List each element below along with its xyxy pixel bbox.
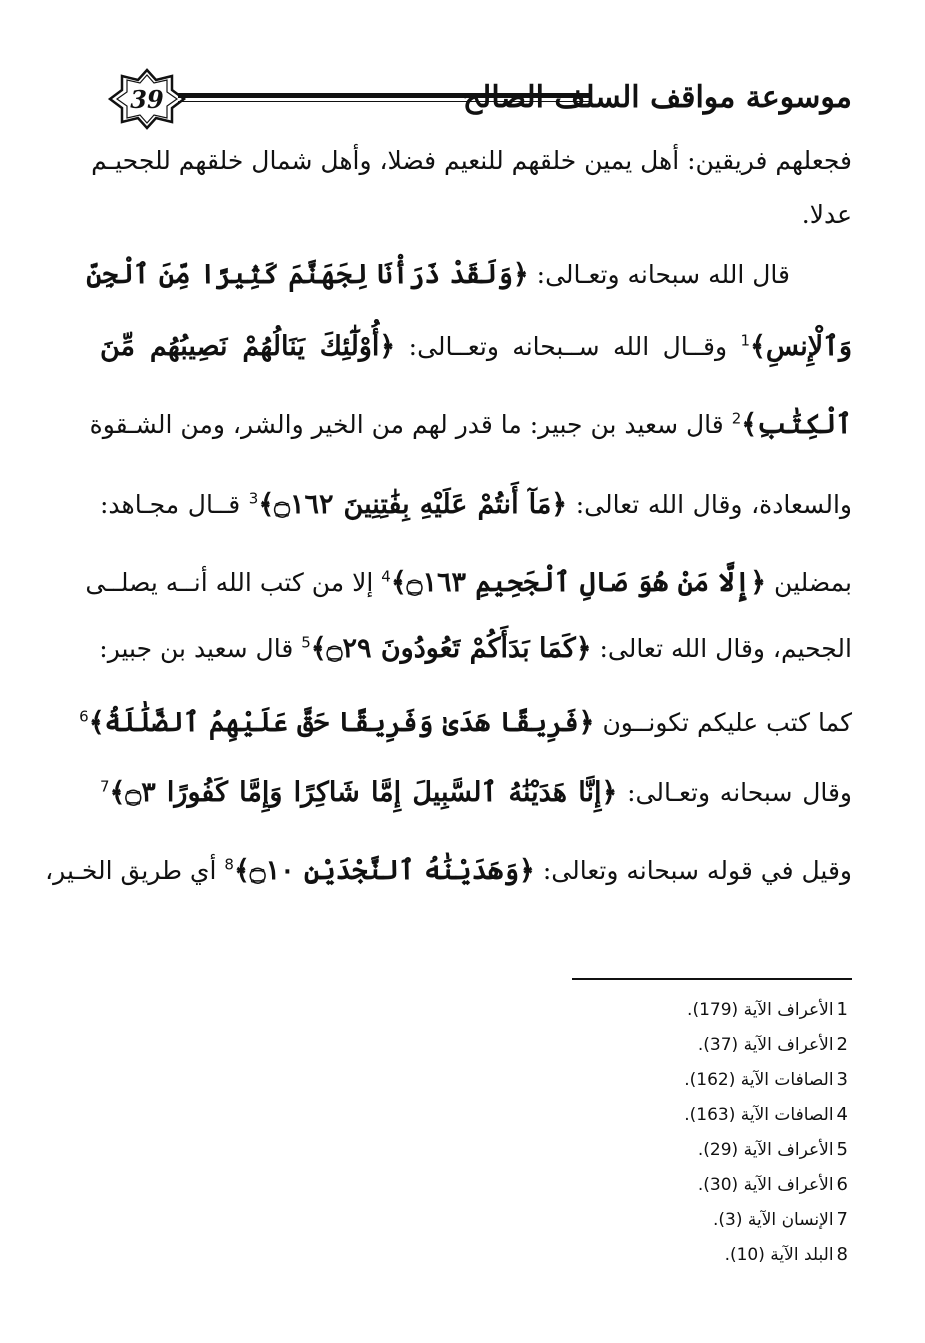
footnote-item: 2الأعراف الآية (37). [697, 1034, 848, 1055]
footnote-item: 3الصافات الآية (162). [684, 1069, 848, 1090]
footnote-ref[interactable]: 7 [100, 777, 110, 796]
footnote-ref[interactable]: 1 [740, 331, 750, 350]
text-line-2: عدلا. [801, 200, 852, 229]
text-line-4: وَٱلْإِنسِ﴾$^1$ وقــال الله ســبحانه وتعــالى: ﴿أُوْلَٰٓئِكَ يَنَالُهُمْ نَصِيبُهُم مِّنَ [100, 331, 853, 362]
text-line-3: قال الله سبحانه وتعـالى: ﴿وَلَقَدْ ذَرَأْنَا لِجَهَنَّمَ كَثِيرًا مِّنَ ٱلْجِنِّ [86, 259, 790, 290]
quran-verse: ٱلْكِتَٰبِ﴾ [741, 409, 852, 440]
footnote-ref[interactable]: 5 [301, 633, 311, 652]
footnote-ref[interactable]: 8 [224, 855, 234, 874]
page-header [0, 0, 925, 140]
footnote-ref[interactable]: 2 [731, 409, 742, 428]
quran-verse: ﴿مَآ أَنتُمْ عَلَيْهِ بِفَٰتِنِينَ ۝١٦٢﴾ [258, 489, 568, 520]
footnote-item: 6الأعراف الآية (30). [697, 1174, 848, 1195]
text-line-9: كما كتب عليكم تكونــون ﴿فَرِيقًا هَدَىٰ وَفَرِيقًا حَقَّ عَلَيْهِمُ ٱلضَّلَٰلَةُ﴾$^6$ [79, 707, 852, 738]
page-number: 39 [130, 85, 164, 114]
footnote-item: 7الإنسان الآية (3). [712, 1209, 848, 1230]
text-line-8: الجحيم، وقال الله تعالى: ﴿كَمَا بَدَأَكُمْ تَعُودُونَ ۝٢٩﴾$^5$ قال سعيد بن جبير: [99, 633, 852, 664]
footnote-ref[interactable]: 3 [248, 489, 259, 508]
quran-verse: ﴿وَلَقَدْ ذَرَأْنَا لِجَهَنَّمَ كَثِيرًا مِّنَ ٱلْجِنِّ [86, 259, 529, 290]
text-line-7: بمضلين ﴿إِلَّا مَنْ هُوَ صَالِ ٱلْجَحِيمِ ۝١٦٣﴾$^4$ إلا من كتب الله أنــه يصلــى [85, 567, 852, 598]
footnotes [560, 992, 848, 1272]
quran-verse: ﴿فَرِيقًا هَدَىٰ وَفَرِيقًا حَقَّ عَلَيْهِمُ ٱلضَّلَٰلَةُ﴾ [88, 707, 595, 738]
footnote-ref[interactable]: 4 [381, 567, 391, 586]
footnote-ref[interactable]: 6 [79, 707, 89, 726]
quran-verse: ﴿إِنَّا هَدَيْنَٰهُ ٱلسَّبِيلَ إِمَّا شَاكِرًا وَإِمَّا كَفُورًا ۝٣﴾ [109, 777, 618, 808]
footnote-item: 5الأعراف الآية (29). [697, 1139, 848, 1160]
text-line-6: والسعادة، وقال الله تعالى: ﴿مَآ أَنتُمْ عَلَيْهِ بِفَٰتِنِينَ ۝١٦٢﴾$^3$ قــال مجـاهد: [100, 489, 852, 520]
footnote-item: 1الأعراف الآية (179). [687, 999, 848, 1020]
book-title: موسوعة مواقف السلف الصالح [462, 80, 852, 115]
quran-verse: وَٱلْإِنسِ﴾ [750, 331, 853, 362]
text-line-11: وقيل في قوله سبحانه وتعالى: ﴿وَهَدَيْنَٰهُ ٱلنَّجْدَيْنِ ۝١٠﴾$^8$ أي طريق الخـير، [45, 855, 852, 886]
quran-verse: ﴿إِلَّا مَنْ هُوَ صَالِ ٱلْجَحِيمِ ۝١٦٣﴾ [390, 567, 767, 598]
page-number-badge [108, 68, 186, 130]
footnote-item: 4الصافات الآية (163). [684, 1104, 848, 1125]
text-line-10: وقال سبحانه وتعـالى: ﴿إِنَّا هَدَيْنَٰهُ ٱلسَّبِيلَ إِمَّا شَاكِرًا وَإِمَّا كَفُورًا ۝٣﴾$^7$ [100, 777, 853, 808]
quran-verse: ﴿وَهَدَيْنَٰهُ ٱلنَّجْدَيْنِ ۝١٠﴾ [233, 855, 535, 886]
footnote-item: 8البلد الآية (10). [724, 1244, 848, 1265]
quran-verse: ﴿أُوْلَٰٓئِكَ يَنَالُهُمْ نَصِيبُهُم مِّنَ [100, 331, 396, 362]
footnote-separator [572, 978, 852, 980]
text-line-5: ٱلْكِتَٰبِ﴾$^2$ قال سعيد بن جبير: ما قدر لهم من الخير والشر، ومن الشـقوة [89, 409, 852, 440]
text-line-1: فجعلهم فريقين: أهل يمين خلقهم للنعيم فضلا، وأهل شمال خلقهم للجحيـم [91, 146, 852, 175]
quran-verse: ﴿كَمَا بَدَأَكُمْ تَعُودُونَ ۝٢٩﴾ [310, 633, 592, 664]
